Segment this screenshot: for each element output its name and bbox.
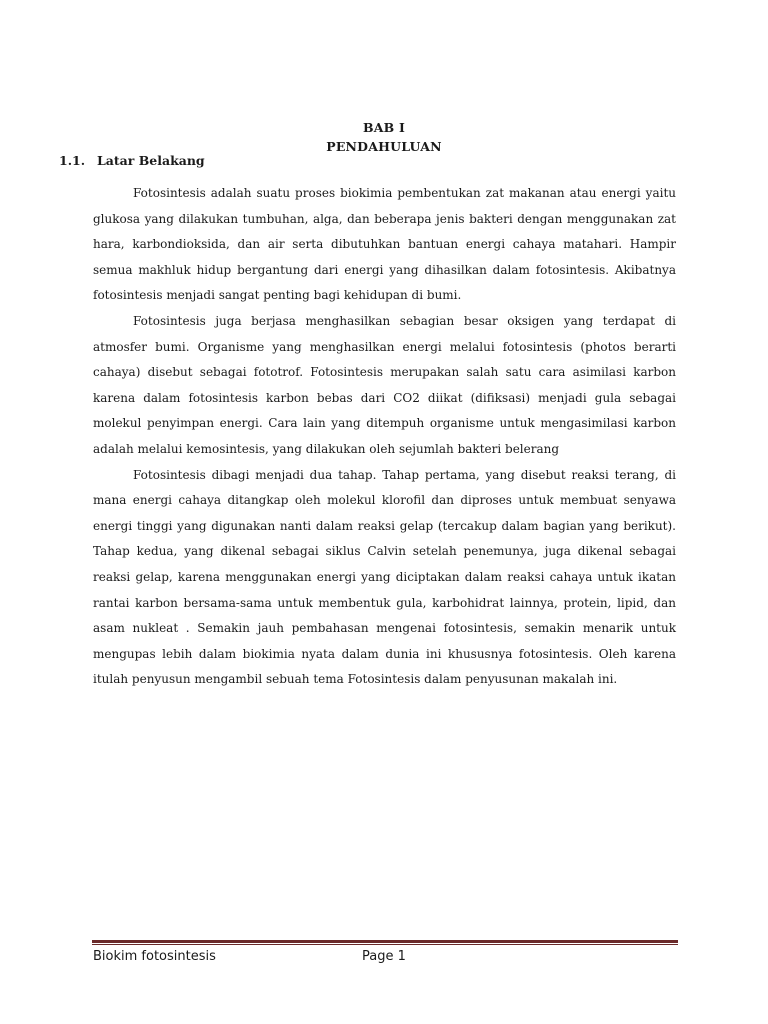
chapter-heading bbox=[0, 118, 768, 156]
chapter-title: PENDAHULUAN bbox=[326, 139, 442, 154]
paragraph: Fotosintesis dibagi menjadi dua tahap. Tahap pertama, yang disebut reaksi terang, di mana energi cahaya ditangkap oleh molekul klorofil dan diproses untuk membuat senyawa energi tinggi yang digunakan nanti dalam reaksi gelap (tercakup dalam bagian yang berikut). Tahap kedua, yang dikenal sebagai siklus Calvin setelah penemunya, juga dikenal sebagai reaksi gelap, karena menggunakan energi yang diciptakan dalam reaksi cahaya untuk ikatan rantai karbon bersama-sama untuk membentuk gula, karbohidrat lainnya, protein, lipid, dan asam nukleat . Semakin jauh pembahasan mengenai fotosintesis, semakin menarik untuk mengupas lebih dalam biokimia nyata dalam dunia ini khususnya fotosintesis. Oleh karena itulah penyusun mengambil sebuah tema Fotosintesis dalam penyusunan makalah ini. bbox=[93, 467, 676, 687]
footer-page-number: Page 1 bbox=[362, 949, 406, 964]
footer-divider bbox=[92, 940, 678, 946]
body-text bbox=[93, 181, 676, 693]
paragraph: Fotosintesis adalah suatu proses biokimia pembentukan zat makanan atau energi yaitu glukosa yang dilakukan tumbuhan, alga, dan beberapa jenis bakteri dengan menggunakan zat hara, karbondioksida, dan air serta dibutuhkan bantuan energi cahaya matahari. Hampir semua makhluk hidup bergantung dari energi yang dihasilkan dalam fotosintesis. Akibatnya fotosintesis menjadi sangat penting bagi kehidupan di bumi. bbox=[93, 186, 676, 303]
section-heading bbox=[59, 153, 205, 169]
chapter-number: BAB I bbox=[362, 120, 406, 135]
footer-document-title: Biokim fotosintesis bbox=[93, 949, 216, 964]
section-number: 1.1. bbox=[59, 153, 86, 168]
paragraph: Fotosintesis juga berjasa menghasilkan sebagian besar oksigen yang terdapat di atmosfer bumi. Organisme yang menghasilkan energi melalui fotosintesis (photos berarti cahaya) disebut sebagai fototrof. Fotosintesis merupakan salah satu cara asimilasi karbon karena dalam fotosintesis karbon bebas dari CO2 diikat (difiksasi) menjadi gula sebagai molekul penyimpan energi. Cara lain yang ditempuh organisme untuk mengasimilasi karbon adalah melalui kemosintesis, yang dilakukan oleh sejumlah bakteri belerang bbox=[93, 313, 676, 456]
section-title: Latar Belakang bbox=[97, 153, 205, 168]
